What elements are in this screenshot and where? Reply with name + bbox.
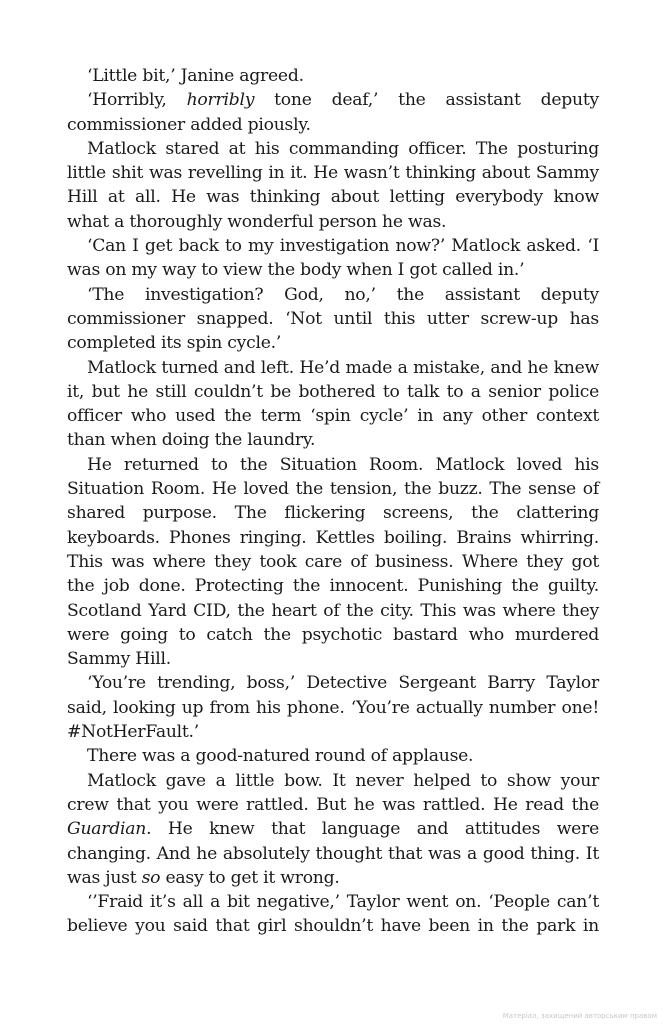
paragraph bbox=[67, 744, 599, 768]
text-run: . He knew that language and attitudes were changing. And he absolutely thought that was a good thing. It was just bbox=[67, 819, 599, 888]
text-run: Matlock gave a little bow. It never helped to show your crew that you were rattled. But he was rattled. He read the bbox=[67, 770, 599, 815]
text-run: easy to get it wrong. bbox=[160, 867, 340, 888]
paragraph bbox=[67, 671, 599, 744]
text-run: ‘You’re trending, boss,’ Detective Sergeant Barry Taylor said, looking up from his phone. ‘You’re actually number one! #NotHerFault.’ bbox=[67, 673, 599, 743]
italic-text: so bbox=[141, 867, 161, 888]
italic-text: horribly bbox=[186, 90, 255, 111]
text-run: tone deaf,’ the assistant deputy commissioner added piously. bbox=[67, 90, 599, 135]
text-run: ‘Little bit,’ Janine agreed. bbox=[87, 66, 304, 86]
text-run: ‘Can I get back to my investigation now?’ Matlock asked. ‘I was on my way to view the body when I got called in.’ bbox=[67, 236, 599, 281]
text-run: Matlock turned and left. He’d made a mistake, and he knew it, but he still couldn’t be bothered to talk to a senior police officer who used the term ‘spin cycle’ in any other context than when doing the laundry. bbox=[67, 357, 599, 451]
text-run: ‘Horribly, bbox=[87, 90, 187, 111]
italic-text: Guardian bbox=[67, 819, 147, 840]
text-run: ‘’Fraid it’s all a bit negative,’ Taylor went on. ‘People can’t believe you said that girl shouldn’t have been in the park in bbox=[67, 892, 599, 937]
paragraph bbox=[67, 890, 599, 939]
paragraph bbox=[67, 453, 599, 672]
paragraph bbox=[67, 137, 599, 234]
text-run: He returned to the Situation Room. Matlock loved his Situation Room. He loved the tension, the buzz. The sense of shared purpose. The flickering screens, the clattering keyboards. Phones ringing. Kettles boiling. Brains whirring. This was where they took care of business. Where they got the job done. Protecting the innocent. Punishing the guilty. Scotland Yard CID, the heart of the city. This was where they were going to catch the psychotic bastard who murdered Sammy Hill. bbox=[67, 454, 599, 670]
book-page-body bbox=[67, 64, 599, 939]
text-run: There was a good-natured round of applause. bbox=[87, 746, 474, 767]
paragraph bbox=[67, 64, 599, 88]
paragraph bbox=[67, 356, 599, 453]
paragraph bbox=[67, 769, 599, 890]
text-run: ‘The investigation? God, no,’ the assistant deputy commissioner snapped. ‘Not until this utter screw-up has completed its spin cycle.’ bbox=[67, 284, 599, 354]
copyright-watermark: Матеріал, захищений авторським правом bbox=[502, 1012, 657, 1020]
text-run: Matlock stared at his commanding officer. The posturing little shit was revelling in it. He wasn’t thinking about Sammy Hill at all. He was thinking about letting everybody know what a thoroughly wonderful person he was. bbox=[67, 138, 599, 232]
paragraph bbox=[67, 234, 599, 283]
paragraph bbox=[67, 88, 599, 137]
paragraph bbox=[67, 283, 599, 356]
